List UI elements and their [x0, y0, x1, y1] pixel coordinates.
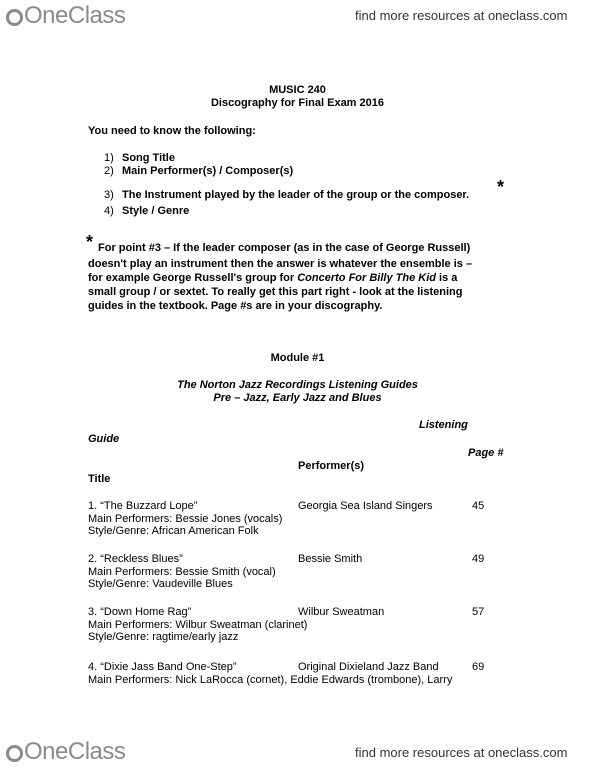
- requirement-text: Style / Genre: [122, 205, 190, 217]
- logo-ring-icon: [6, 9, 23, 26]
- requirement-number: 2): [104, 165, 114, 177]
- intro-text: You need to know the following:: [88, 125, 256, 137]
- document-subtitle: Discography for Final Exam 2016: [210, 97, 384, 109]
- note-line-4: small group / or sextet. To really get this part right - look at the listening: [88, 286, 463, 298]
- column-listening: Listening: [419, 419, 468, 431]
- footer-resources-link[interactable]: find more resources at oneclass.com: [355, 745, 568, 760]
- oneclass-footer-logo[interactable]: [6, 738, 125, 766]
- note-line-5: guides in the textbook. Page #s are in your discography.: [88, 300, 383, 312]
- note-asterisk: *: [86, 232, 94, 252]
- requirement-number: 3): [104, 189, 114, 201]
- list-item: [88, 606, 307, 644]
- note-paragraph-body: [88, 257, 508, 313]
- section-title: The Norton Jazz Recordings Listening Guides: [177, 379, 418, 391]
- entry-page: 49: [472, 553, 485, 565]
- logo-text: OneClass: [24, 738, 126, 765]
- requirement-number: 4): [104, 205, 114, 217]
- entry-main-performers: Main Performers: Wilbur Sweatman (clarinet): [88, 618, 308, 631]
- note-line-2: doesn't play an instrument then the answer is whatever the ensemble is –: [88, 258, 473, 270]
- note-line-3: [88, 271, 508, 285]
- entry-title: 1. “The Buzzard Lope”: [88, 500, 198, 512]
- column-title: Title: [88, 473, 111, 485]
- entry-page: 57: [472, 606, 485, 618]
- logo-ring-icon: [6, 745, 23, 762]
- section-subtitle: Pre – Jazz, Early Jazz and Blues: [213, 392, 382, 404]
- note-line-3-start: for example George Russell's group for: [88, 272, 298, 284]
- asterisk-marker: *: [497, 177, 505, 197]
- column-page: Page #: [468, 447, 504, 459]
- requirement-number: 1): [104, 152, 114, 164]
- header-resources-link[interactable]: find more resources at oneclass.com: [355, 8, 568, 23]
- logo-text: OneClass: [24, 2, 126, 29]
- requirement-text: Main Performer(s) / Composer(s): [122, 165, 294, 177]
- column-guide: Guide: [88, 433, 120, 445]
- entry-performer: Wilbur Sweatman: [298, 606, 385, 618]
- list-item: [88, 553, 276, 591]
- requirement-2: [104, 165, 293, 177]
- entry-style: Style/Genre: African American Folk: [88, 525, 259, 537]
- entry-performer: Georgia Sea Island Singers: [298, 500, 433, 512]
- note-song-title: Concerto For Billy The Kid: [297, 272, 436, 284]
- oneclass-logo[interactable]: [6, 2, 125, 30]
- entry-style: Style/Genre: Vaudeville Blues: [88, 578, 233, 590]
- list-item: [88, 500, 282, 538]
- entry-main-performers: Main Performers: Bessie Jones (vocals): [88, 512, 283, 525]
- entry-page: 69: [472, 661, 485, 673]
- note-paragraph: [98, 241, 518, 255]
- entry-performer: Original Dixieland Jazz Band: [298, 661, 439, 673]
- entry-performer: Bessie Smith: [298, 553, 363, 565]
- entry-main-performers: Main Performers: Nick LaRocca (cornet), Eddie Edwards (trombone), Larry: [88, 673, 453, 686]
- entry-title: 2. “Reckless Blues”: [88, 553, 183, 565]
- entry-title: 4. “Dixie Jass Band One-Step”: [88, 661, 237, 673]
- entry-style: Style/Genre: ragtime/early jazz: [88, 631, 239, 643]
- note-line-1: For point #3 – If the leader composer (as in the case of George Russell): [98, 242, 471, 254]
- module-title: Module #1: [270, 352, 325, 364]
- requirement-4: [104, 205, 189, 217]
- requirement-text: The Instrument played by the leader of the group or the composer.: [122, 189, 470, 201]
- requirement-3: [104, 189, 469, 201]
- column-performer: Performer(s): [298, 460, 365, 472]
- requirement-text: Song Title: [122, 152, 175, 164]
- entry-main-performers: Main Performers: Bessie Smith (vocal): [88, 565, 276, 578]
- requirement-1: [104, 152, 175, 164]
- entry-title: 3. “Down Home Rag”: [88, 606, 192, 618]
- entry-page: 45: [472, 500, 485, 512]
- course-title: MUSIC 240: [269, 84, 326, 96]
- note-line-3-end: is a: [435, 272, 458, 284]
